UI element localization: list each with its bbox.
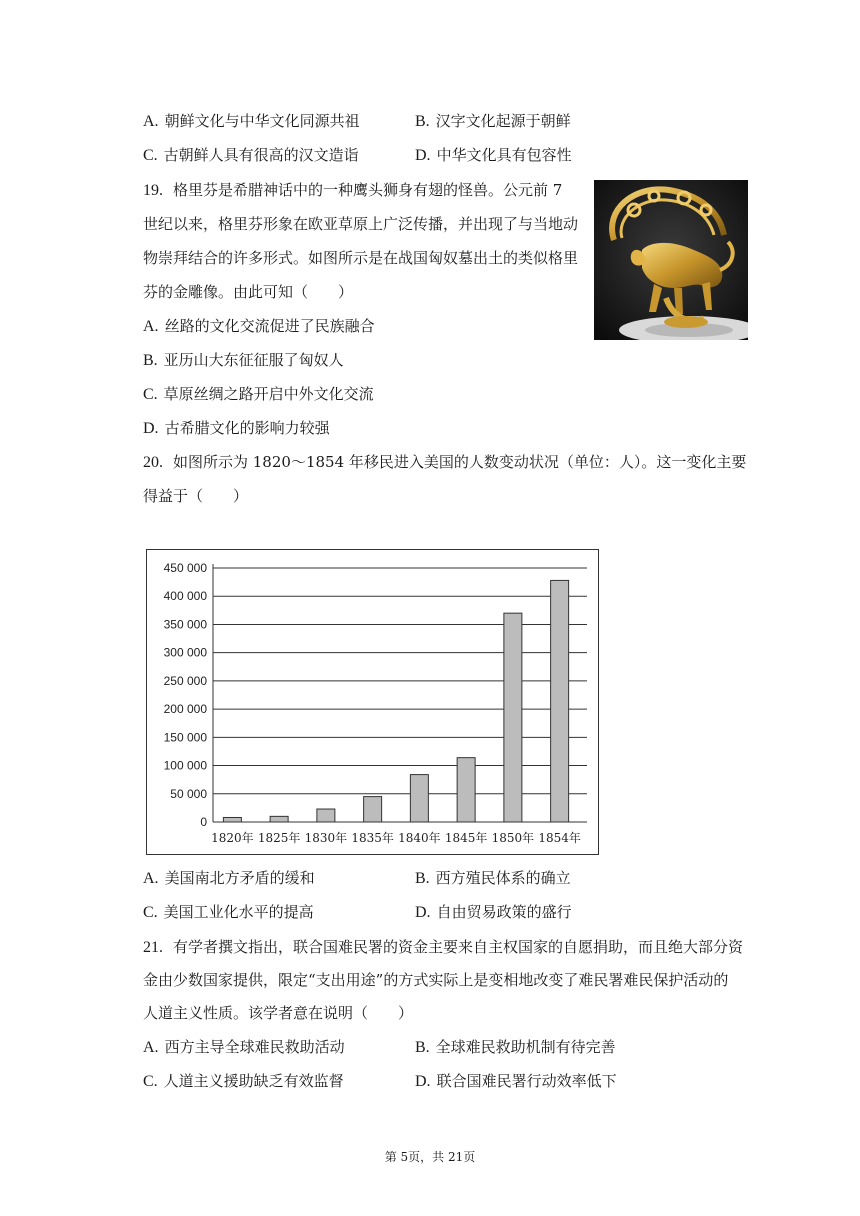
y-tick-label: 150 000 [163, 730, 207, 745]
y-tick-label: 100 000 [163, 758, 207, 773]
option-text: 丝路的文化交流促进了民族融合 [164, 317, 375, 335]
bar [410, 775, 428, 822]
option-letter: D. [415, 904, 431, 921]
option-letter: C. [143, 147, 158, 164]
q20-text: 如图所示为 1820～1854 年移民进入美国的人数变动状况（单位：人）。这一变化主要 [173, 453, 747, 471]
q20-option-d[interactable] [415, 902, 572, 923]
q18-option-d[interactable] [415, 145, 572, 166]
x-tick-label: 1835年 [351, 831, 394, 845]
q20-option-c[interactable] [143, 902, 314, 923]
x-tick-label: 1845年 [444, 831, 488, 845]
bar [364, 797, 382, 822]
option-text: 人道主义援助缺乏有效监督 [163, 1072, 344, 1090]
q19-option-b[interactable] [143, 350, 344, 371]
q19-option-a[interactable] [143, 316, 375, 337]
y-tick-label: 0 [200, 815, 207, 829]
q19-stem-line-2: 世纪以来，格里芬形象在欧亚草原上广泛传播，并出现了与当地动 [143, 215, 579, 233]
option-letter: B. [143, 352, 158, 369]
griffin-gold-statue-photo [594, 180, 748, 340]
q21-stem-line-2: 金由少数国家提供，限定“支出用途”的方式实际上是变相地改变了难民署难民保护活动的 [143, 971, 729, 989]
x-tick-label: 1820年 [211, 831, 254, 845]
y-tick-label: 400 000 [163, 589, 207, 604]
x-tick-label: 1830年 [304, 831, 348, 845]
q21-stem-line-3: 人道主义性质。该学者意在说明（ ） [143, 1004, 414, 1022]
option-letter: A. [143, 870, 159, 887]
x-tick-label: 1840年 [398, 831, 441, 845]
option-text: 西方主导全球难民救助活动 [164, 1038, 345, 1056]
y-tick-label: 50 000 [170, 786, 207, 801]
y-tick-label: 350 000 [163, 617, 207, 632]
bar [270, 816, 288, 822]
option-letter: A. [143, 318, 159, 335]
option-text: 古希腊文化的影响力较强 [164, 419, 330, 437]
bar [223, 817, 241, 822]
option-text: 美国南北方矛盾的缓和 [164, 869, 315, 887]
option-letter: D. [143, 420, 159, 437]
option-letter: A. [143, 113, 159, 130]
page-footer: 第 5页，共 21页 [384, 1150, 476, 1164]
option-text: 草原丝绸之路开启中外文化交流 [163, 385, 374, 403]
q20-stem-line-2: 得益于（ ） [143, 487, 249, 505]
option-letter: B. [415, 1039, 430, 1056]
question-number: 20. [143, 454, 163, 471]
option-text: 美国工业化水平的提高 [163, 903, 314, 921]
immigration-bar-chart [146, 549, 599, 855]
q21-text: 有学者撰文指出，联合国难民署的资金主要来自主权国家的自愿捐助，而且绝大部分资 [173, 938, 744, 956]
q18-option-b[interactable] [415, 111, 571, 132]
q20-option-b[interactable] [415, 868, 571, 889]
q20-stem-line-1 [143, 452, 746, 473]
q19-stem-line-4: 芬的金雕像。由此可知（ ） [143, 283, 354, 301]
q21-option-c[interactable] [143, 1071, 344, 1092]
option-letter: D. [415, 147, 431, 164]
option-letter: C. [143, 904, 158, 921]
x-tick-label: 1854年 [538, 831, 581, 845]
chart-canvas [147, 550, 598, 854]
option-letter: B. [415, 870, 430, 887]
option-letter: D. [415, 1073, 431, 1090]
option-text: 古朝鲜人具有很高的汉文造诣 [163, 146, 359, 164]
q20-option-a[interactable] [143, 868, 315, 889]
q21-option-a[interactable] [143, 1037, 345, 1058]
option-letter: C. [143, 1073, 158, 1090]
y-tick-label: 250 000 [163, 673, 207, 688]
option-text: 中华文化具有包容性 [436, 146, 572, 164]
q18-option-c[interactable] [143, 145, 359, 166]
q19-text: 格里芬是希腊神话中的一种鹰头狮身有翅的怪兽。公元前 7 [173, 181, 563, 199]
bar [504, 613, 522, 822]
y-tick-label: 200 000 [163, 702, 207, 717]
q21-option-b[interactable] [415, 1037, 616, 1058]
q19-option-d[interactable] [143, 418, 330, 439]
option-letter: A. [143, 1039, 159, 1056]
q19-stem-line-1 [143, 180, 562, 201]
q21-stem-line-1 [143, 937, 743, 958]
option-text: 联合国难民署行动效率低下 [436, 1072, 617, 1090]
option-text: 朝鲜文化与中华文化同源共祖 [164, 112, 360, 130]
bar [551, 580, 569, 822]
option-text: 亚历山大东征征服了匈奴人 [163, 351, 344, 369]
option-text: 汉字文化起源于朝鲜 [435, 112, 571, 130]
x-tick-label: 1850年 [491, 831, 535, 845]
option-text: 自由贸易政策的盛行 [436, 903, 572, 921]
option-text: 全球难民救助机制有待完善 [435, 1038, 616, 1056]
q19-option-c[interactable] [143, 384, 374, 405]
y-tick-label: 450 000 [163, 561, 207, 575]
option-letter: C. [143, 386, 158, 403]
y-tick-label: 300 000 [163, 645, 207, 660]
q19-stem-line-3: 物崇拜结合的许多形式。如图所示是在战国匈奴墓出土的类似格里 [143, 249, 579, 267]
option-letter: B. [415, 113, 430, 130]
option-text: 西方殖民体系的确立 [435, 869, 571, 887]
bar [457, 758, 475, 822]
bar [317, 809, 335, 822]
x-tick-label: 1825年 [257, 831, 301, 845]
q21-option-d[interactable] [415, 1071, 617, 1092]
question-number: 19. [143, 182, 163, 199]
q18-option-a[interactable] [143, 111, 360, 132]
question-number: 21. [143, 939, 163, 956]
